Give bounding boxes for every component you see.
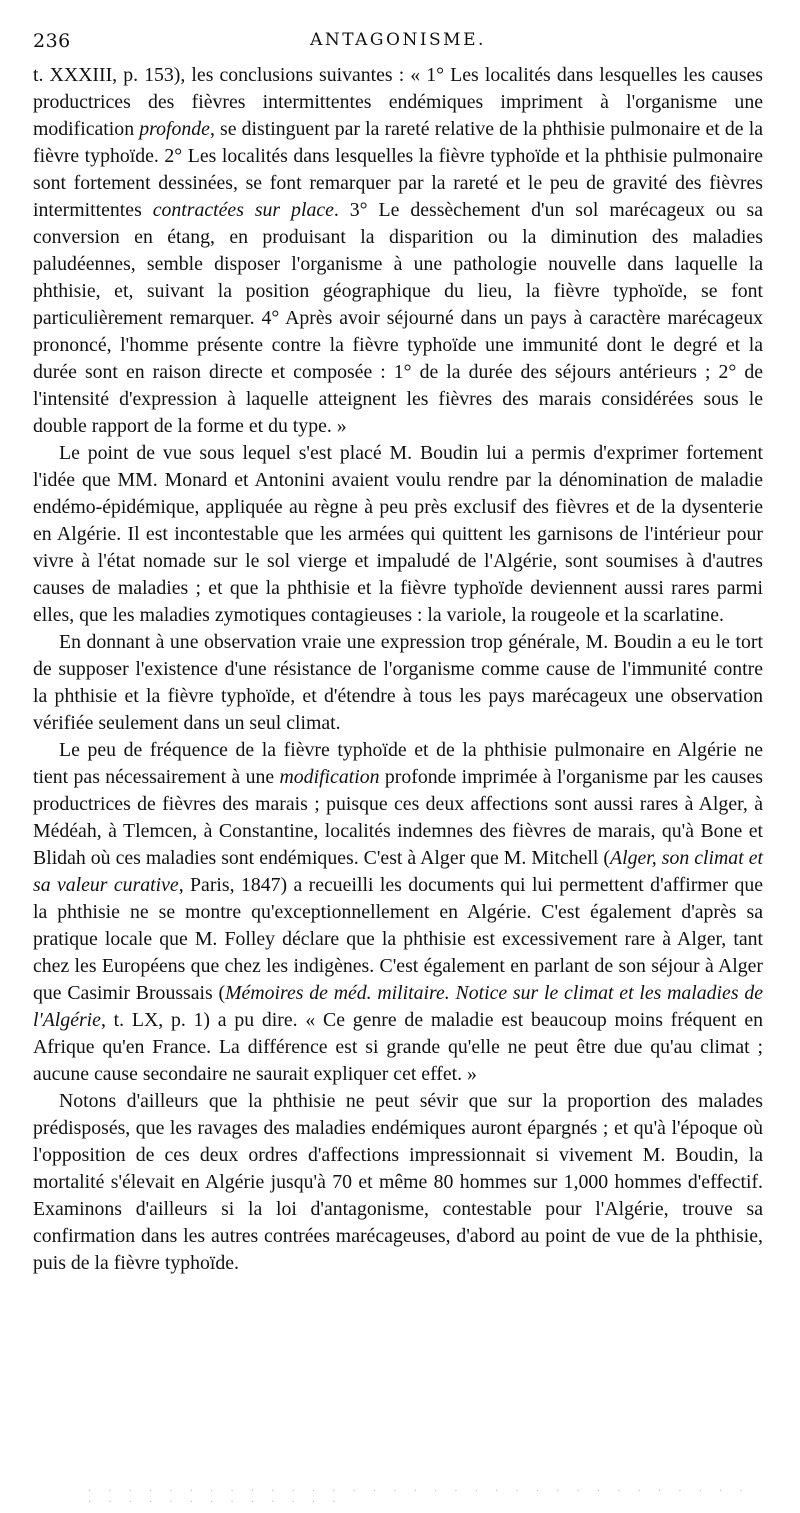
text-run: Le point de vue sous lequel s'est placé M. Boudin lui a permis d'exprimer fortement l'idée que MM. Monard et Antonini avaient voulu rendre par la dénomination de maladie endémo-épidémique, appliquée au règne à peu près exclusif des fièvres et de la dysenterie en Algérie. Il est incontestable que les armées qui quittent les garnisons de l'intérieur pour vivre à l'état nomade sur le sol vierge et impaludé de l'Algérie, sont soumises à d'autres causes de maladies ; et que la phthisie et la fièvre typhoïde deviennent aussi rares parmi elles, que les maladies zymotiques contagieuses : la variole, la rougeole et la scarlatine. <box>33 442 763 626</box>
paragraph-p1 <box>33 62 763 440</box>
running-title: ANTAGONISME. <box>310 30 486 50</box>
text-run: . 3° Le dessèchement d'un sol marécageux ou sa conversion en étang, en produisant la disparition ou la diminution des maladies paludéennes, semble disposer l'organisme à une pathologie nouvelle dans laquelle la phthisie, et, suivant la position géographique du lieu, la fièvre typhoïde, se font particulièrement remarquer. 4° Après avoir séjourné dans un pays à caractère marécageux prononcé, l'homme présente contre la fièvre typhoïde une immunité dont le degré et la durée sont en raison directe et composée : 1° de la durée des séjours antérieurs ; 2° de l'intensité d'expression à laquelle atteignent les fièvres des marais considérées sous le double rapport de la forme et du type. » <box>33 199 763 437</box>
paragraph-p5 <box>33 1088 763 1277</box>
paragraph-p2 <box>33 440 763 629</box>
italic-text: Alger, son climat et sa valeur curative <box>33 847 763 896</box>
body-text <box>33 62 763 1277</box>
italic-text: contractées sur place <box>152 199 334 221</box>
text-run: En donnant à une observation vraie une expression trop générale, M. Boudin a eu le tort de supposer l'existence d'une résistance de l'organisme comme cause de l'immunité contre la phthisie et la fièvre typhoïde, et d'étendre à tous les pays marécageux une observation vérifiée seulement dans un seul climat. <box>33 631 763 734</box>
italic-text: Mémoires de méd. militaire. Notice sur le climat et les maladies de l'Algérie <box>33 982 763 1031</box>
paragraph-p3 <box>33 629 763 737</box>
page-number: 236 <box>33 30 71 52</box>
text-run: , Paris, 1847) a recueilli les documents qui lui permettent d'affirmer que la phthisie ne se montre qu'exceptionnellement en Algérie. C'est également d'après sa pratique locale que M. Folley déclare que la phthisie est excessivement rare à Alger, tant chez les Européens que chez les indigènes. C'est également en parlant de son séjour à Alger que Casimir Broussais ( <box>33 874 764 1004</box>
page-header <box>33 30 763 54</box>
text-run: Le peu de fréquence de la fièvre typhoïde et de la phthisie pulmonaire en Algérie ne tient pas nécessairement à une <box>33 739 763 788</box>
page-footer-marks <box>88 1486 768 1508</box>
paragraph-p4 <box>33 737 763 1088</box>
text-run: profonde imprimée à l'organisme par les causes productrices de fièvres des marais ; puisque ces deux affections sont aussi rares à Alger, à Médéah, à Tlemcen, à Constantine, localités indemnes des fièvres de marais, qu'à Bone et Blidah où ces maladies sont endémiques. C'est à Alger que M. Mitchell ( <box>33 766 763 869</box>
text-run: Notons d'ailleurs que la phthisie ne peut sévir que sur la proportion des malades prédisposés, que les ravages des maladies endémiques auront épargnés ; et qu'à l'époque où l'opposition de ces deux ordres d'affections impressionnait si vivement M. Boudin, la mortalité s'élevait en Algérie jusqu'à 70 et même 80 hommes sur 1,000 hommes d'effectif. Examinons d'ailleurs si la loi d'antagonisme, contestable pour l'Algérie, trouve sa confirmation dans les autres contrées marécageuses, d'abord au point de vue de la phthisie, puis de la fièvre typhoïde. <box>33 1090 763 1274</box>
footer-scan-marks: · · · · · · · · · · · · · · · · · · · · · · · · · · · · · · · · · · · · · · · · · · · · · · <box>88 1486 750 1508</box>
italic-text: profonde <box>139 118 210 140</box>
italic-text: modification <box>279 766 380 788</box>
text-run: t. XXXIII, p. 153), les conclusions suivantes : « 1° Les localités dans lesquelles les causes productrices des fièvres intermittentes endémiques impriment à l'organisme une modification <box>33 64 763 140</box>
text-run: , se distinguent par la rareté relative de la phthisie pulmonaire et de la fièvre typhoïde. 2° Les localités dans lesquelles la fièvre typhoïde et la phthisie pulmonaire sont fortement dessinées, se font remarquer par la rareté et le peu de gravité des fièvres intermittentes <box>33 118 763 221</box>
text-run: , t. LX, p. 1) a pu dire. « Ce genre de maladie est beaucoup moins fréquent en Afrique qu'en France. La différence est si grande qu'elle ne peut être due qu'au climat ; aucune cause secondaire ne saurait expliquer cet effet. » <box>33 1009 763 1085</box>
